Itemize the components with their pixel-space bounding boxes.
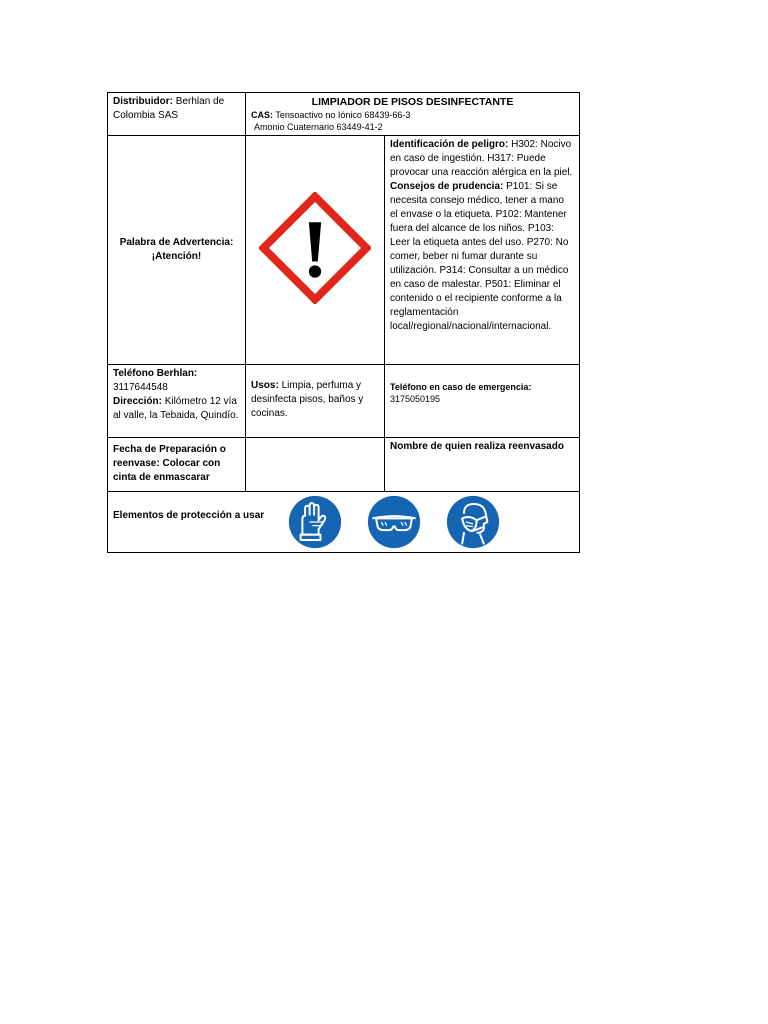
cas-line-2: Amonio Cuaternario 63449-41-2 [254,122,383,132]
ppe-label: Elementos de protección a usar [113,510,265,521]
distributor-label: Distribuidor: [113,96,173,107]
hazard-identification-label: Identificación de peligro: [390,139,509,150]
product-title: LIMPIADOR DE PISOS DESINFECTANTE [311,96,514,108]
gloves-icon [288,495,342,549]
face-mask-icon [446,495,500,549]
pictogram-cell [246,136,385,365]
repackager-cell [385,438,580,492]
precaution-advice-text: P101: Si se necesita consejo médico, tener a mano el envase o la etiqueta. P102: Mantener fuera del alcance de los niños. P103: Leer la etiqueta antes del uso. P270: No comer, beber ni fumar durante su utilización. P314: Consultar a un médico en caso de malestar. P501: Eliminar el contenido o el recipiente conforme a la reglamentación local/regional/nacional/internacional. [390,181,569,332]
warning-cell [108,136,246,365]
emergency-cell [385,365,580,438]
uses-text: Limpia, perfuma y desinfecta pisos, baños y cocinas. [251,380,364,419]
repackager-label: Nombre de quien realiza reenvasado [390,441,564,452]
ghs-exclamation-mark-icon [259,192,371,304]
product-cell [246,93,580,136]
preparation-cell [108,438,246,492]
address-label: Dirección: [113,396,162,407]
phone-value: 3117644548 [113,382,168,393]
uses-label: Usos: [251,380,279,391]
distributor-cell [108,93,246,136]
ppe-cell [108,492,580,553]
hazard-identification-text: H302: Nocivo en caso de ingestión. H317: Puede provocar una reacción alérgica en la piel. [390,139,573,178]
cas-label: CAS: [251,110,273,120]
product-label-table [107,92,580,553]
warning-word: ¡Atención! [151,251,202,262]
preparation-label: Fecha de Preparación o reenvase: Colocar con cinta de enmascarar [113,444,226,483]
safety-goggles-icon [367,495,421,549]
emergency-phone: 3175050195 [390,394,441,404]
preparation-blank-cell [246,438,385,492]
emergency-label: Teléfono en caso de emergencia: [390,382,532,392]
phone-label: Teléfono Berhlan: [113,368,198,379]
address-value: Kilómetro 12 vía al valle, la Tebaida, Quindío. [113,396,239,421]
cas-line-1: Tensoactivo no Iónico 68439-66-3 [275,110,411,120]
contact-cell [108,365,246,438]
distributor-value: Berhlan de Colombia SAS [113,96,225,121]
precaution-advice-label: Consejos de prudencia: [390,181,504,192]
hazards-cell [385,136,580,365]
uses-cell [246,365,385,438]
warning-label: Palabra de Advertencia: [119,237,234,248]
